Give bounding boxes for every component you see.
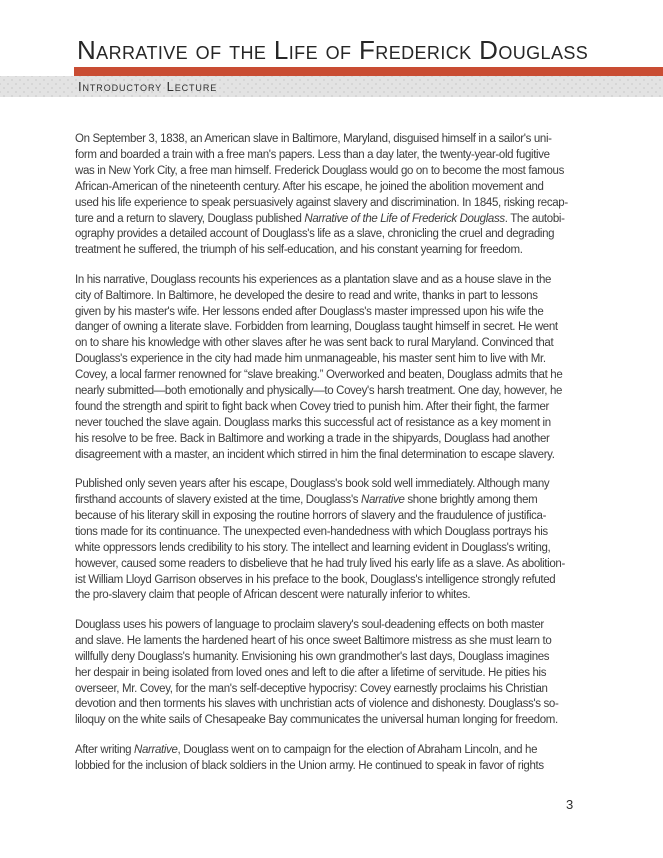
text-segment: Douglass uses his powers of language to proclaim slavery's soul-deadening effects on both master bbox=[75, 618, 544, 631]
text-segment: After writing bbox=[75, 743, 135, 756]
text-line bbox=[75, 320, 635, 336]
subtitle-band bbox=[0, 76, 663, 97]
text-segment: , Douglass went on to campaign for the election of Abraham Lincoln, and he bbox=[177, 743, 538, 756]
paragraph bbox=[75, 477, 635, 604]
text-segment: his resolve to be free. Back in Baltimore and working a trade in the shipyards, Douglass had another bbox=[75, 432, 550, 445]
text-segment: shone brightly among them bbox=[404, 494, 538, 507]
text-segment: never touched the slave again. Douglass marks this successful act of resistance as a key moment in bbox=[75, 416, 551, 429]
text-line bbox=[75, 273, 635, 289]
text-segment: the pro-slavery claim that people of African descent were naturally inferior to whites. bbox=[75, 589, 471, 602]
paragraph bbox=[75, 132, 635, 259]
text-segment: nearly submitted—both emotionally and physically—to Covey's harsh treatment. One day, however, he bbox=[75, 385, 563, 398]
text-line bbox=[75, 588, 635, 604]
text-segment: disagreement with a master, an incident which stirred in him the final determination to escape slavery. bbox=[75, 448, 555, 461]
text-segment: however, caused some readers to disbelieve that he had truly lived his early life as a slave. As abolition- bbox=[75, 557, 565, 570]
text-segment: white oppressors lends credibility to his story. The intellect and learning evident in Douglass's writing, bbox=[75, 541, 551, 554]
text-segment: Douglass's experience in the city had made him unmanageable, his master sent him to live with Mr. bbox=[75, 353, 546, 366]
document-body bbox=[75, 132, 635, 775]
document-subtitle: Introductory Lecture bbox=[78, 79, 218, 94]
text-segment: firsthand accounts of slavery existed at the time, Douglass's bbox=[75, 494, 362, 507]
text-line bbox=[75, 634, 635, 650]
text-line bbox=[75, 557, 635, 573]
text-line bbox=[75, 477, 635, 493]
text-line bbox=[75, 618, 635, 634]
text-segment: . The autobi- bbox=[504, 212, 565, 225]
text-segment: Covey, a local farmer renowned for “slave breaking.” Overworked and beaten, Douglass admits that he bbox=[75, 369, 563, 382]
text-segment: city of Baltimore. In Baltimore, he developed the desire to read and write, thanks in part to lessons bbox=[75, 289, 538, 302]
text-line bbox=[75, 493, 635, 509]
text-line bbox=[75, 384, 635, 400]
text-segment: Published only seven years after his escape, Douglass's book sold well immediately. Although many bbox=[75, 478, 550, 491]
text-line bbox=[75, 196, 635, 212]
text-line bbox=[75, 743, 635, 759]
text-line bbox=[75, 650, 635, 666]
text-segment: On September 3, 1838, an American slave in Baltimore, Maryland, disguised himself in a sailor's uni- bbox=[75, 133, 552, 145]
paragraph bbox=[75, 743, 635, 775]
text-segment: ture and a return to slavery, Douglass published bbox=[75, 212, 305, 225]
text-segment: was in New York City, a free man himself. Frederick Douglass would go on to become the most famous bbox=[75, 164, 564, 177]
text-line bbox=[75, 416, 635, 432]
text-line bbox=[75, 697, 635, 713]
text-line bbox=[75, 525, 635, 541]
book-title-italic: Narrative bbox=[361, 494, 405, 507]
text-segment: given by his master's wife. Her lessons ended after Douglass's master impressed upon his wife the bbox=[75, 305, 544, 318]
text-line bbox=[75, 541, 635, 557]
text-line bbox=[75, 713, 635, 729]
text-segment: ist William Lloyd Garrison observes in his preface to the book, Douglass's intelligence strongly refuted bbox=[75, 573, 556, 586]
text-segment: ography provides a detailed account of Douglass's life as a slave, chronicling the cruel and degrading bbox=[75, 228, 555, 241]
text-segment: her despair in being isolated from loved ones and left to die after a lifetime of servitude. He pities his bbox=[75, 666, 547, 679]
text-line bbox=[75, 759, 635, 775]
text-line bbox=[75, 180, 635, 196]
document-title: Narrative of the Life of Frederick Douglass bbox=[77, 35, 589, 65]
text-segment: African-American of the nineteenth century. After his escape, he joined the abolition movement and bbox=[75, 180, 544, 193]
text-line bbox=[75, 400, 635, 416]
text-segment: willfully deny Douglass's humanity. Envisioning his own grandmother's last days, Douglass imagines bbox=[75, 650, 550, 663]
text-line bbox=[75, 305, 635, 321]
text-segment: In his narrative, Douglass recounts his experiences as a plantation slave and as a house slave in the bbox=[75, 273, 552, 286]
text-line bbox=[75, 573, 635, 589]
text-line bbox=[75, 682, 635, 698]
text-segment: found the strength and spirit to fight back when Covey tried to punish him. After their fight, the farmer bbox=[75, 401, 549, 413]
text-line bbox=[75, 212, 635, 228]
text-line bbox=[75, 164, 635, 180]
book-title-italic: Narrative of the Life of Frederick Douglass bbox=[304, 212, 505, 225]
paragraph bbox=[75, 618, 635, 729]
text-line bbox=[75, 368, 635, 384]
text-segment: treatment he suffered, the triumph of his self-education, and his constant yearning for freedom. bbox=[75, 244, 523, 257]
text-line bbox=[75, 432, 635, 448]
text-segment: liloquy on the white sails of Chesapeake Bay communicates the universal human longing for freedom. bbox=[75, 714, 558, 727]
text-line bbox=[75, 148, 635, 164]
text-line bbox=[75, 352, 635, 368]
text-line bbox=[75, 243, 635, 259]
text-line bbox=[75, 289, 635, 305]
text-segment: tions made for its continuance. The unexpected even-handedness with which Douglass portrays his bbox=[75, 525, 548, 538]
text-line bbox=[75, 666, 635, 682]
text-segment: lobbied for the inclusion of black soldiers in the Union army. He continued to speak in favor of rights bbox=[75, 759, 544, 772]
text-segment: because of his literary skill in exposing the routine horrors of slavery and the fraudulence of justifica- bbox=[75, 509, 547, 522]
accent-rule bbox=[74, 67, 663, 76]
text-line bbox=[75, 509, 635, 525]
text-segment: overseer, Mr. Covey, for the man's self-deceptive hypocrisy: Covey earnestly proclaims his Christian bbox=[75, 682, 548, 695]
text-line bbox=[75, 227, 635, 243]
text-line bbox=[75, 336, 635, 352]
page-number: 3 bbox=[566, 797, 574, 812]
text-segment: on to share his knowledge with other slaves after he was sent back to rural Maryland. Convinced that bbox=[75, 337, 554, 350]
book-title-italic: Narrative bbox=[134, 743, 178, 756]
text-segment: danger of owning a literate slave. Forbidden from learning, Douglass taught himself in secret. He went bbox=[75, 321, 558, 334]
text-segment: devotion and then torments his slaves with unchristian acts of violence and dishonesty. Douglass's so- bbox=[75, 698, 559, 711]
text-segment: used his life experience to speak persuasively against slavery and discrimination. In 1845, risking recap- bbox=[75, 196, 568, 209]
paragraph bbox=[75, 273, 635, 464]
text-segment: and slave. He laments the hardened heart of his once sweet Baltimore mistress as she must learn to bbox=[75, 634, 552, 647]
text-line bbox=[75, 132, 635, 148]
text-line bbox=[75, 448, 635, 464]
text-segment: form and boarded a train with a free man's papers. Less than a day later, the twenty-year-old fugitive bbox=[75, 148, 550, 161]
